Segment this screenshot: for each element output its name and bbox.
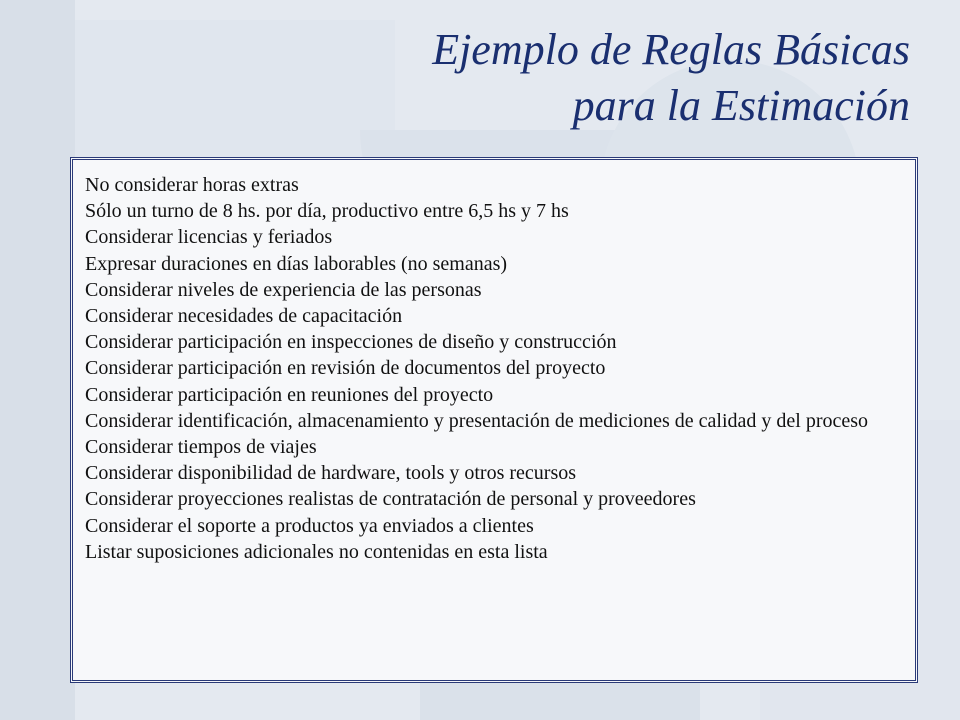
rules-box (70, 157, 918, 683)
rule-item: Considerar niveles de experiencia de las personas (85, 278, 482, 301)
slide-title-line-2: para la Estimación (572, 81, 910, 130)
rule-item: Listar suposiciones adicionales no contenidas en esta lista (85, 540, 548, 563)
rule-item: Considerar participación en reuniones del proyecto (85, 383, 494, 406)
rule-item: Considerar participación en revisión de documentos del proyecto (85, 357, 606, 380)
rule-item: No considerar horas extras (85, 174, 299, 196)
rule-item: Considerar identificación, almacenamiento y presentación de mediciones de calidad y del proceso (85, 409, 869, 432)
rules-list (85, 172, 903, 565)
rule-item: Sólo un turno de 8 hs. por día, productivo entre 6,5 hs y 7 hs (85, 200, 569, 223)
rule-item: Considerar proyecciones realistas de contratación de personal y proveedores (85, 488, 696, 511)
rule-item: Considerar disponibilidad de hardware, tools y otros recursos (85, 462, 577, 485)
slide-title (432, 22, 910, 134)
background-watermark-shape (0, 0, 75, 720)
rule-item: Considerar licencias y feriados (85, 226, 333, 249)
rule-item: Considerar tiempos de viajes (85, 436, 317, 459)
rule-item: Expresar duraciones en días laborables (no semanas) (85, 252, 508, 275)
slide-title-line-1: Ejemplo de Reglas Básicas (432, 25, 910, 74)
rule-item: Considerar participación en inspecciones de diseño y construcción (85, 331, 617, 354)
rule-item: Considerar necesidades de capacitación (85, 305, 403, 328)
rule-item: Considerar el soporte a productos ya enviados a clientes (85, 514, 534, 537)
